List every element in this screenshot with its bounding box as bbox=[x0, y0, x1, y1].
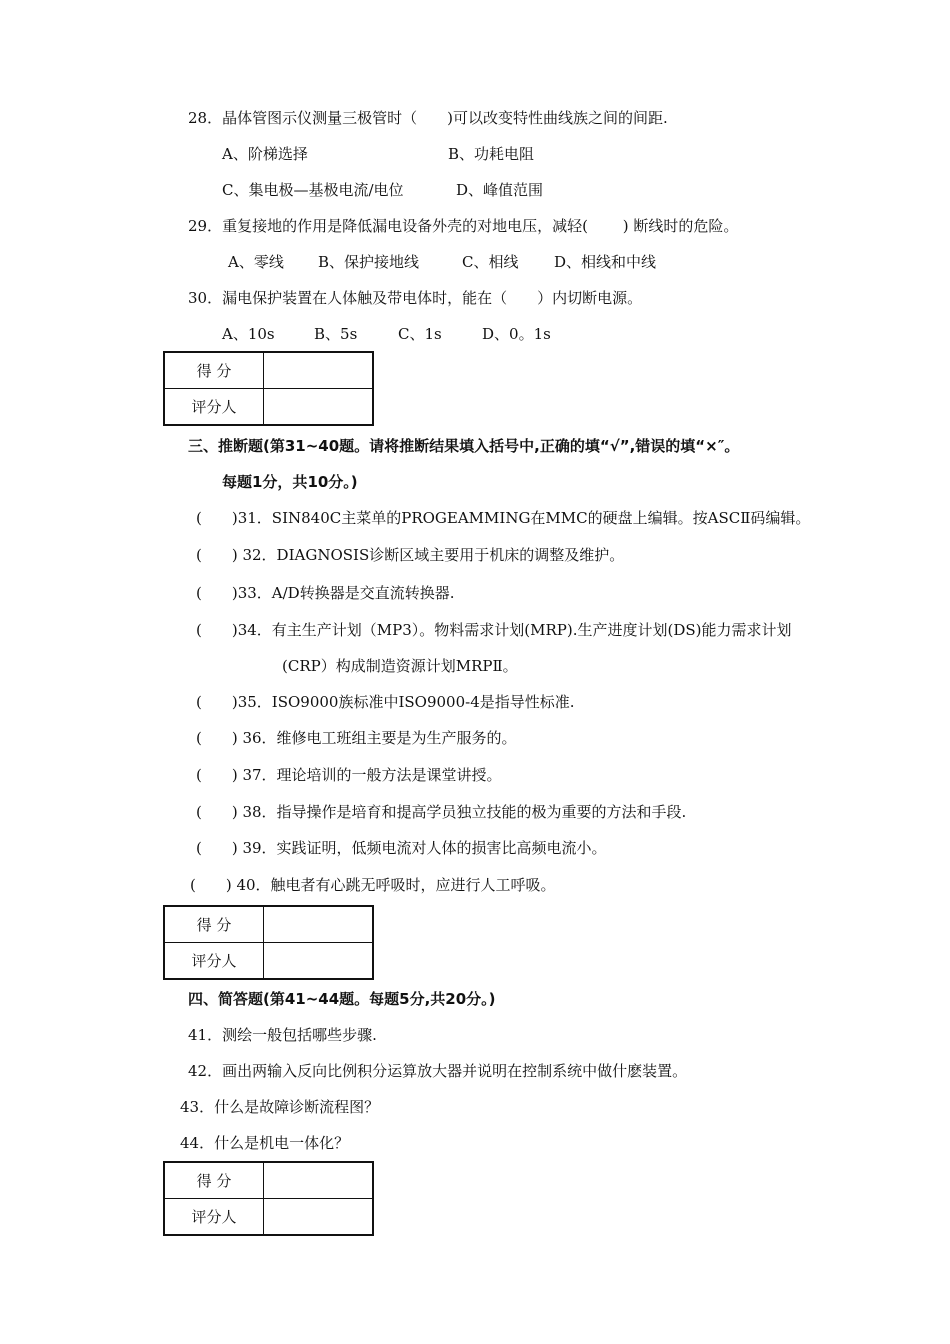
list-item: (CRP）构成制造资源计划MRPⅡ。 bbox=[282, 657, 518, 675]
list-item: ( ) 36．维修电工班组主要是为生产服务的。 bbox=[196, 729, 517, 747]
score-label: 得 分 bbox=[164, 1162, 264, 1199]
list-item: ( )34．有主生产计划（MP3）。物料需求计划(MRP).生产进度计划(DS)能力需求计划 bbox=[196, 621, 792, 639]
list-item: ( ) 39．实践证明，低频电流对人体的损害比高频电流小。 bbox=[196, 839, 607, 857]
q30-stem: 30．漏电保护装置在人体触及带电体时，能在（ ）内切断电源。 bbox=[188, 289, 643, 307]
score-box bbox=[163, 351, 374, 426]
q29-option-d: D、相线和中线 bbox=[554, 253, 657, 271]
q30-option-c: C、1s bbox=[398, 325, 442, 343]
q30-option-d: D、0。1s bbox=[482, 325, 551, 343]
section3-heading: 三、推断题(第31~40题。请将推断结果填入括号中,正确的填“√”,错误的填“×″。 bbox=[188, 437, 740, 455]
score-box bbox=[163, 1161, 374, 1236]
score-cell[interactable] bbox=[264, 352, 374, 389]
list-item: 42．画出两输入反向比例积分运算放大器并说明在控制系统中做什麽装置。 bbox=[188, 1062, 688, 1080]
list-item: 41．测绘一般包括哪些步骤. bbox=[188, 1026, 377, 1044]
q30-option-b: B、5s bbox=[314, 325, 358, 343]
list-item: ( )35．ISO9000族标准中ISO9000-4是指导性标准. bbox=[196, 693, 575, 711]
q28-option-d: D、峰值范围 bbox=[456, 181, 544, 199]
grader-cell[interactable] bbox=[264, 943, 374, 980]
q29-stem: 29．重复接地的作用是降低漏电设备外壳的对地电压，减轻( ) 断线时的危险。 bbox=[188, 217, 739, 235]
grader-label: 评分人 bbox=[164, 1199, 264, 1236]
section4-heading: 四、简答题(第41~44题。每题5分,共20分。) bbox=[188, 990, 496, 1008]
list-item: ( ) 40．触电者有心跳无呼吸时，应进行人工呼吸。 bbox=[190, 876, 556, 894]
q28-option-b: B、功耗电阻 bbox=[448, 145, 535, 163]
score-label: 得 分 bbox=[164, 906, 264, 943]
q29-option-c: C、相线 bbox=[462, 253, 519, 271]
grader-label: 评分人 bbox=[164, 943, 264, 980]
list-item: ( ) 37．理论培训的一般方法是课堂讲授。 bbox=[196, 766, 502, 784]
list-item: ( )31．SIN840C主菜单的PROGEAMMING在MMC的硬盘上编辑。按ASCⅡ码编辑。 bbox=[196, 509, 811, 527]
q29-option-a: A、零线 bbox=[228, 253, 284, 271]
score-cell[interactable] bbox=[264, 1162, 374, 1199]
grader-cell[interactable] bbox=[264, 1199, 374, 1236]
list-item: ( ) 38．指导操作是培育和提高学员独立技能的极为重要的方法和手段. bbox=[196, 803, 687, 821]
q29-option-b: B、保护接地线 bbox=[318, 253, 420, 271]
q28-option-c: C、集电极—基极电流/电位 bbox=[222, 181, 404, 199]
score-label: 得 分 bbox=[164, 352, 264, 389]
q28-stem: 28．晶体管图示仪测量三极管时（ )可以改变特性曲线族之间的间距. bbox=[188, 109, 668, 127]
grader-label: 评分人 bbox=[164, 389, 264, 426]
list-item: ( ) 32．DIAGNOSIS诊断区域主要用于机床的调整及维护。 bbox=[196, 546, 625, 564]
q30-option-a: A、10s bbox=[222, 325, 275, 343]
score-box bbox=[163, 905, 374, 980]
list-item: ( )33．A/D转换器是交直流转换器. bbox=[196, 584, 455, 602]
q28-option-a: A、阶梯选择 bbox=[222, 145, 308, 163]
section3-heading-cont: 每题1分，共10分。) bbox=[222, 473, 358, 491]
list-item: 43．什么是故障诊断流程图？ bbox=[180, 1098, 380, 1116]
list-item: 44．什么是机电一体化？ bbox=[180, 1134, 350, 1152]
score-cell[interactable] bbox=[264, 906, 374, 943]
grader-cell[interactable] bbox=[264, 389, 374, 426]
